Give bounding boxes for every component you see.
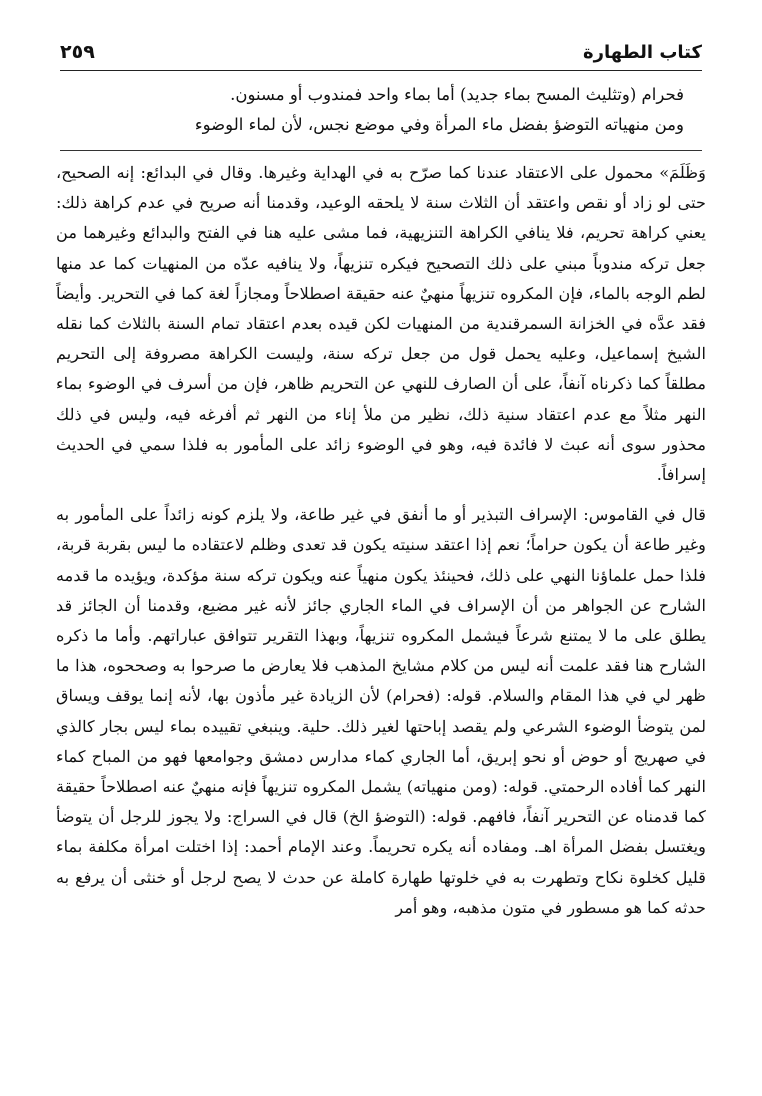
footnote-rule [60, 150, 702, 151]
commentary-paragraph-2: قال في القاموس: الإسراف التبذير أو ما أنفق في غير طاعة، ولا يلزم كونه زائداً على المأمور به وغير طاعة أن يكون حراماً؛ نعم إذا اعتقد سنيته يكون قد تعدى وظلم لاعتقاده ما ليس بقربة قربة، فلذا حمل علماؤنا النهي على ذلك، فحينئذ يكون منهياً عنه ويكون تركه سنة مؤكدة، ويؤيده ما قدمه الشارح عن الجواهر من أن الإسراف في الماء الجاري جائز لأنه غير مضيع، وقدمنا أن الجائز قد يطلق على ما لا يمتنع شرعاً فيشمل المكروه تنزيهاً، وبهذا التقرير تتوافق عباراتهم. وأما ما ذكره الشارح هنا فقد علمت أنه ليس من كلام مشايخ المذهب فلا يعارض ما صرحوا به وصححوه، هذا ما ظهر لي في هذا المقام والسلام. قوله: (فحرام) لأن الزيادة غير مأذون بها، لأنه إنما يوقف ويساق لمن يتوضأ الوضوء الشرعي ولم يقصد إباحتها لغير ذلك. حلية. وينبغي تقييده بماء ليس بجار كالذي في صهريج أو حوض أو نحو إبريق، أما الجاري كماء مدارس دمشق وجوامعها فهو من المباح كماء النهر كما أفاده الرحمتي. قوله: (ومن منهياته) يشمل المكروه تنزيهاً فإنه منهيٌ عنه اصطلاحاً حقيقة كما قدمناه عن التحرير آنفاً، فافهم. قوله: (التوضؤ الخ) قال في السراج: ولا يجوز للرجل أن يتوضأ ويغتسل بفضل المرأة اهـ. ومفاده أنه يكره تحريماً. وعند الإمام أحمد: إذا اختلت امرأة مكلفة بماء قليل كخلوة نكاح وتطهرت به في خلوتها طهارة كاملة عن حدث لا يصح لرجل أو خنثى أن يرفع به حدثه كما هو مسطور في متون مذهبه، وهو أمر [56, 505, 706, 917]
main-text [72, 80, 684, 140]
main-text-line-1: فحرام (وتثليث المسح بماء جديد) أما بماء واحد فمندوب أو مسنون. [230, 85, 684, 104]
header-rule [60, 70, 702, 71]
running-title: كتاب الطهارة [582, 41, 702, 63]
main-text-line-2: ومن منهياته التوضؤ بفضل ماء المرأة وفي موضع نجس، لأن لماء الوضوء [194, 115, 684, 134]
page-number: ٢٥٩ [60, 41, 95, 63]
commentary-paragraph-1: وَظَلَمَ» محمول على الاعتقاد عندنا كما صرّح به في الهداية وغيرها. وقال في البدائع: إنه الصحيح، حتى لو زاد أو نقص واعتقد أن الثلاث سنة لا يلحقه الوعيد، وقدمنا أنه صريح في عدم كراهة ذلك: يعني كراهة تحريم، فلا ينافي الكراهة التنزيهية، فما مشى عليه هنا في الفتح والبدائع وغيرهما من جعل تركه مندوباً مبني على ذلك التصحيح فيكره تنزيهاً، ولا ينافيه عدّه من المنهيات كما عد منها لطم الوجه بالماء، فإن المكروه تنزيهاً منهيٌ عنه حقيقة اصطلاحاً ومجازاً لغة كما في التحرير. وأيضاً فقد عدَّه في الخزانة السمرقندية من المنهيات لكن قيده بعدم اعتقاد تمام السنة بالثلاث كما نقله الشيخ إسماعيل، وعليه يحمل قول من جعل تركه سنة، وليست الكراهة مصروفة إلى التحريم مطلقاً كما ذكرناه آنفاً، على أن الصارف للنهي عن التحريم ظاهر، فإن من أسرف في الوضوء بماء النهر مثلاً مع عدم اعتقاد سنية ذلك، نظير من ملأ إناء من النهر ثم أفرغه فيه، وليس في ذلك محذور سوى أنه عبث لا فائدة فيه، وهو في الوضوء زائد على المأمور به فلذا سمي في الحديث إسرافاً. [56, 163, 706, 485]
commentary [56, 158, 706, 923]
page-header [60, 36, 702, 68]
